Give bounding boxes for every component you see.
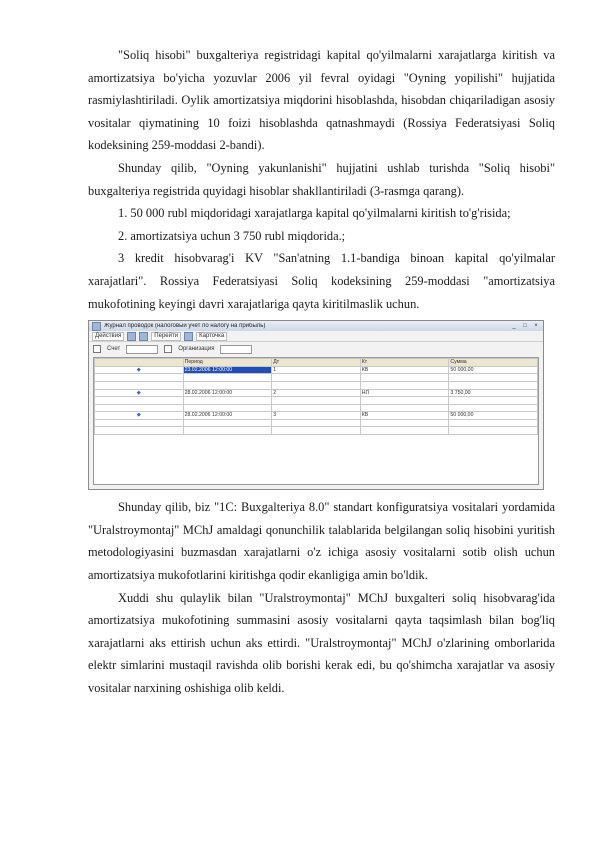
table-row xyxy=(95,419,538,427)
row-sum: 3 750,00 xyxy=(449,389,538,397)
paragraph-5: Xuddi shu qulaylik bilan "Uralstroymontaj" MChJ buxgalteri soliq hisobvarag'ida amortizatsiya mukofotining summasini asosiy vositalarni qayta taqsimlash bilan bog'liq xarajatlarni aks ettirish uchun aks ettirdi. "Uralstroymontaj" MChJ o'zlarining omborlarida elektr simlarini mustaqil ravishda olib borishi kerak edi, bu qo'shimcha xarajatlar va asosiy vositalar narxining oshishiga olib keldi. xyxy=(88,590,555,695)
table-row xyxy=(95,374,538,382)
row-period: 28.02.2006 12:00:00 xyxy=(183,389,272,397)
row-credit: НЛ xyxy=(360,389,449,397)
window-title: Журнал проводок (налоговый учет по налогу на прибыль) xyxy=(104,323,266,330)
toolbar-item-card: Карточка xyxy=(196,332,227,341)
table-row xyxy=(95,389,538,397)
row-debit: 2 xyxy=(272,389,361,397)
minimize-icon: _ xyxy=(512,322,516,329)
toolbar-item-goto: Перейти xyxy=(151,332,181,341)
table-row xyxy=(95,412,538,420)
embedded-screenshot xyxy=(88,320,544,490)
row-debit: 1 xyxy=(272,366,361,374)
filter-label-account: Счет xyxy=(107,346,121,353)
row-period: 28.02.2006 12:00:00 xyxy=(183,412,272,420)
toolbar-icon xyxy=(139,332,148,341)
list-item-2: 2. amortizatsiya uchun 3 750 rubl miqdorida.; xyxy=(118,228,346,243)
toolbar-icon xyxy=(184,332,193,341)
table-row xyxy=(95,397,538,405)
grid-header-sum: Сумма xyxy=(449,359,538,367)
grid-header-debit: Дт xyxy=(272,359,361,367)
paragraph-4: Shunday qilib, biz "1C: Buxgalteriya 8.0" standart konfiguratsiya vositalari yordamida "Uralstroymontaj" MChJ amaldagi qonunchilik talablarida belgilangan soliq hisobini yuritish metodologiyasini buzmasdan xarajatlarni o'z ichiga asosiy vositalarni sotib olish uchun amortizatsiya mukofotlarini kiritishga qodir ekanligiga amin bo'ldik. xyxy=(88,500,555,582)
list-item-1: 1. 50 000 rubl miqdoridagi xarajatlarga kapital qo'yilmalarni kiritish to'g'risida; xyxy=(118,206,511,221)
paragraph-1: "Soliq hisobi" buxgalteriya registridagi kapital qo'yilmalarni xarajatlarga kiritish va amortizatsiya bo'yicha yozuvlar 2006 yil fevral oyidagi "Oyning yopilishi" hujjatida rasmiylashtiriladi. Oylik amortizatsiya miqdorini hisoblashda, hisobdan chiqariladigan asosiy vositalar qiymatining 10 foizi hisoblashda qatnashmaydi (Rossiya Federatsiyasi Soliq kodeksining 259-moddasi 2-bandi). xyxy=(88,48,555,153)
row-icon: ◆ xyxy=(95,366,184,374)
filter-checkbox xyxy=(164,345,172,353)
maximize-icon: □ xyxy=(523,322,527,329)
toolbar-item-actions: Действия xyxy=(92,332,124,341)
row-period: 23.02.2006 12:00:00 xyxy=(183,366,272,374)
row-sum: 50 000,00 xyxy=(449,412,538,420)
table-row xyxy=(95,427,538,435)
filter-field xyxy=(220,345,252,354)
paragraph-3: 3 kredit hisobvarag'i KV "San'atning 1.1-bandiga binoan kapital qo'yilmalar xarajatlari". Rossiya Federatsiyasi Soliq kodeksining 259-moddasi "amortizatsiya mukofotining keyingi davri xarajatlariga qayta kiritilmaslik uchun. xyxy=(88,251,555,311)
row-credit: КВ xyxy=(360,366,449,374)
window-titlebar xyxy=(89,321,543,331)
document-page xyxy=(88,44,555,699)
grid-header-period: Период xyxy=(183,359,272,367)
journal-grid xyxy=(93,357,539,485)
filter-bar xyxy=(89,342,543,356)
close-icon: × xyxy=(534,322,538,329)
table-row xyxy=(95,381,538,389)
paragraph-2: Shunday qilib, "Oyning yakunlanishi" hujjatini ushlab turishda "Soliq hisobi" buxgalteriya registrida quyidagi hisoblar shakllantiriladi (3-rasmga qarang). xyxy=(88,160,555,198)
row-icon: ◆ xyxy=(95,412,184,420)
grid-header-credit: Кт xyxy=(360,359,449,367)
row-credit: КВ xyxy=(360,412,449,420)
filter-label-org: Организация xyxy=(178,346,215,353)
filter-checkbox xyxy=(93,345,101,353)
row-debit: 3 xyxy=(272,412,361,420)
row-sum: 50 000,00 xyxy=(449,366,538,374)
row-icon: ◆ xyxy=(95,389,184,397)
app-icon xyxy=(92,322,101,331)
table-row xyxy=(95,404,538,412)
filter-field xyxy=(126,345,158,354)
toolbar-icon xyxy=(127,332,136,341)
table-row xyxy=(95,366,538,374)
window-toolbar xyxy=(89,331,543,342)
grid-header-icon xyxy=(95,359,184,367)
